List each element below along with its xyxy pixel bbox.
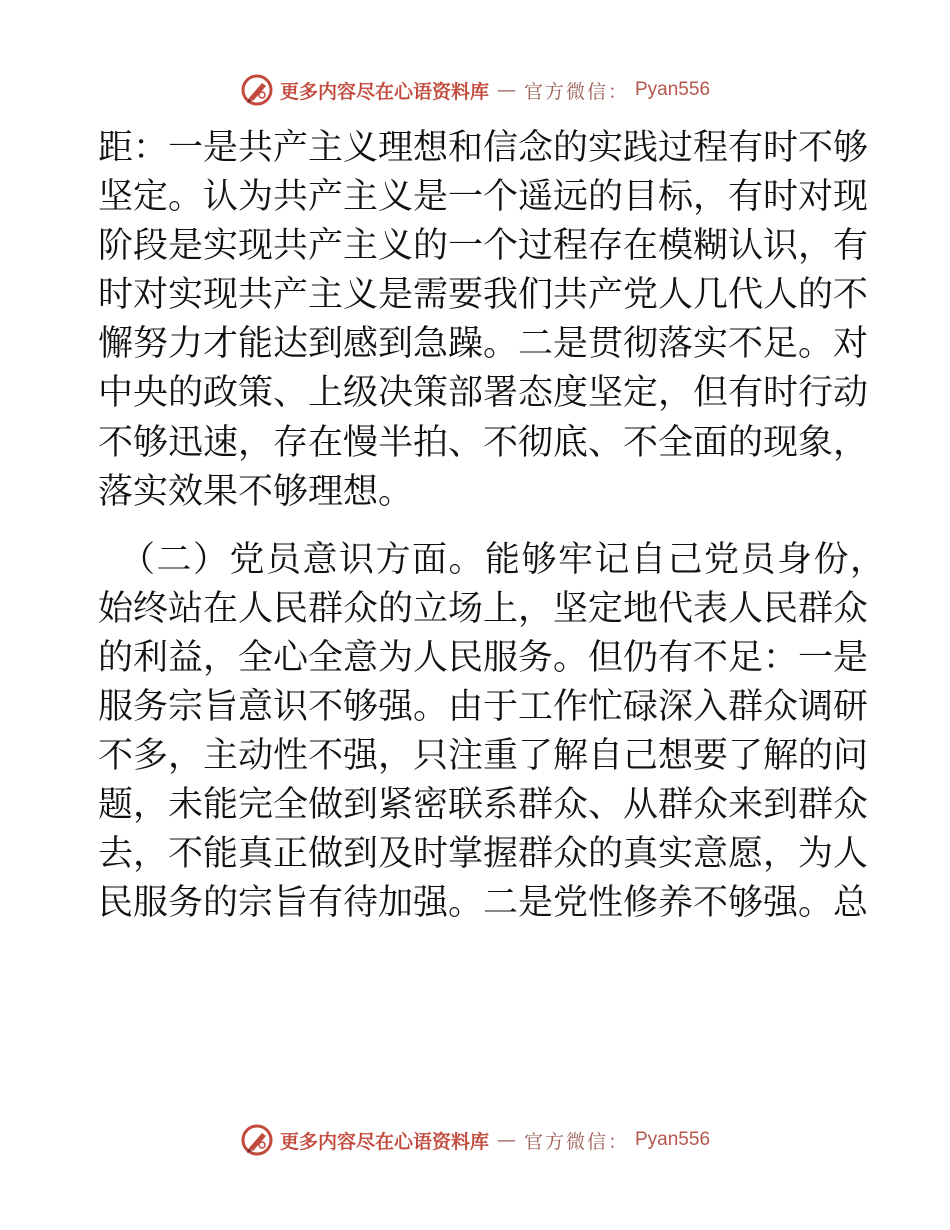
text-line: 懈努力才能达到感到急躁。二是贯彻落实不足。对 bbox=[98, 324, 869, 365]
text-line: 服务宗旨意识不够强。由于工作忙碌深入群众调研 bbox=[98, 687, 869, 728]
paragraph-gap bbox=[98, 517, 850, 536]
text-line: 落实效果不够理想。 bbox=[98, 471, 414, 512]
pen-logo-icon bbox=[240, 1123, 274, 1157]
wechat-handle: Pyan556 bbox=[635, 1129, 711, 1150]
text-line: 不多，主动性不强，只注重了解自己想要了解的问 bbox=[98, 736, 869, 777]
paragraph-2 bbox=[98, 536, 887, 929]
wechat-handle: Pyan556 bbox=[635, 79, 711, 100]
paragraph-1 bbox=[98, 124, 869, 517]
text-line: 民服务的宗旨有待加强。二是党性修养不够强。总 bbox=[98, 883, 869, 924]
pen-logo-icon bbox=[240, 73, 274, 107]
site-name: 更多内容尽在心语资料库 bbox=[279, 1130, 489, 1153]
text-line: 去，不能真正做到及时掌握群众的真实意愿，为人 bbox=[98, 834, 869, 875]
banner-separator: — bbox=[496, 79, 516, 101]
text-line: 题，未能完全做到紧密联系群众、从群众来到群众 bbox=[98, 785, 869, 826]
text-line: 坚定。认为共产主义是一个遥远的目标，有时对现 bbox=[98, 177, 869, 218]
text-line: 始终站在人民群众的立场上，坚定地代表人民群众 bbox=[98, 588, 869, 629]
official-wechat-label: 官方微信： bbox=[523, 1130, 629, 1153]
text-line: 时对实现共产主义是需要我们共产党人几代人的不 bbox=[98, 275, 869, 316]
text-line: 中央的政策、上级决策部署态度坚定，但有时行动 bbox=[98, 373, 869, 414]
banner-separator: — bbox=[496, 1129, 516, 1151]
text-line: 的利益，全心全意为人民服务。但仍有不足：一是 bbox=[98, 637, 869, 678]
footer-watermark-banner bbox=[0, 1120, 950, 1160]
text-line: 距：一是共产主义理想和信念的实践过程有时不够 bbox=[98, 128, 869, 168]
text-line: 阶段是实现共产主义的一个过程存在模糊认识，有 bbox=[98, 226, 869, 267]
section-heading-line: （二）党员意识方面。能够牢记自己党员身份， bbox=[120, 539, 887, 580]
text-line: 不够迅速，存在慢半拍、不彻底、不全面的现象， bbox=[98, 422, 869, 463]
official-wechat-label: 官方微信： bbox=[523, 80, 629, 103]
document-body bbox=[98, 124, 887, 929]
header-watermark-banner bbox=[0, 70, 950, 110]
site-name: 更多内容尽在心语资料库 bbox=[279, 80, 489, 103]
